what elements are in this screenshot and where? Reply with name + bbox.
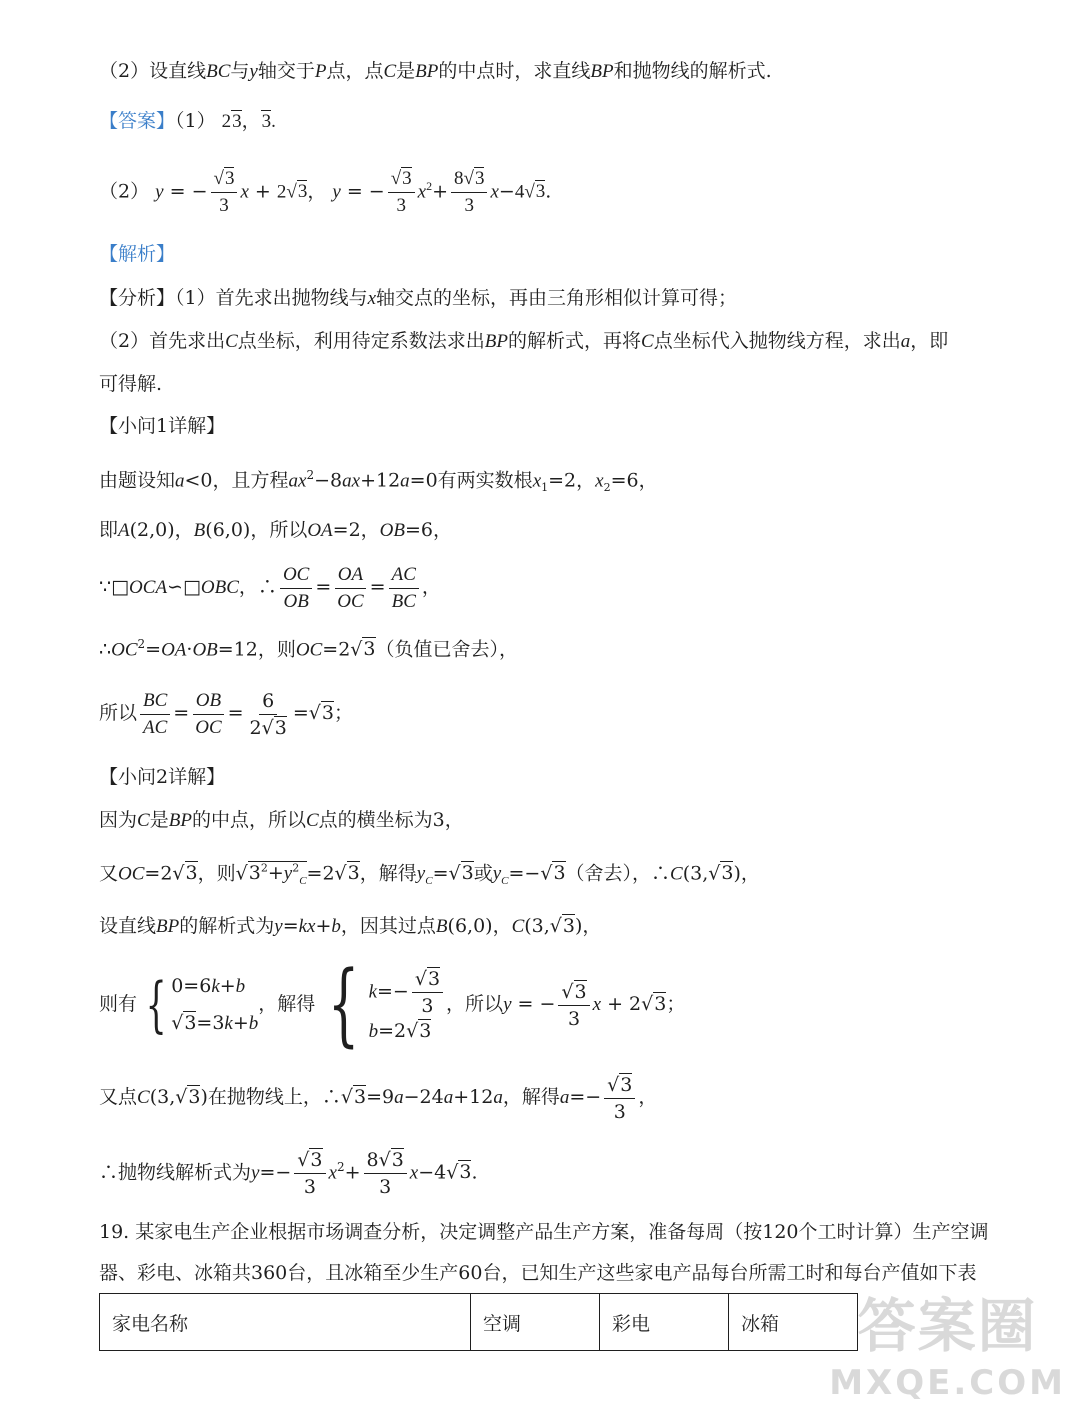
question-19-line-1: 19. 某家电生产企业根据市场调查分析，决定调整产品生产方案，准备每周（按120个工时计算）生产空调: [99, 1221, 989, 1243]
analysis-line-3: 可得解.: [99, 373, 163, 395]
table-header-cell: 空调: [471, 1294, 600, 1351]
watermark: [829, 1279, 1066, 1403]
sub1-line-2: 即A(2,0)，B(6,0)，所以OA=2，OB=6，: [99, 519, 453, 541]
sub2-line-2: 又OC=2√3，则$√3^2+y^2_C=2√3$，解得$y_C=√3$或$y_C=-√3$（舍去），∴C(3,√3)，: [99, 862, 760, 888]
analysis-line-2: （2）首先求出C点坐标，利用待定系数法求出BP的解析式，再将C点坐标代入抛物线方程，求出a，即: [99, 330, 949, 352]
watermark-logo-text: 答案圈: [857, 1292, 1038, 1360]
answer-line-1: [99, 107, 276, 136]
answer-part-1: （1） 23，3.: [175, 110, 276, 132]
question-19-line-2: 器、彩电、冰箱共360台，且冰箱至少生产60台，已知生产这些家电产品每台所需工时和每台产值如下表: [99, 1262, 977, 1284]
table-header-cell: 家电名称: [100, 1294, 471, 1351]
sub1-line-3: ∵□OCA∽□OBC，∴ $\frac{OC}{OB}$ = $\frac{OA}{OC}$ = $\frac{AC}{BC}$ ，: [99, 563, 441, 612]
watermark-url: MXQE.COM: [829, 1363, 1066, 1403]
sub2-line-3: 设直线BP的解析式为y=kx+b，因其过点B(6,0)，C(3,√3)，: [99, 915, 602, 937]
sub2-line-5: 又点C(3,√3)在抛物线上，∴√3=9a−24a+12a，解得a=− $\frac{√3}{3}$ ，: [99, 1073, 658, 1123]
sub1-line-5: 所以 $\frac{BC}{AC}$ = $\frac{OB}{OC}$ = $\frac{6}{2√3}$ =√3；: [99, 689, 353, 739]
sub2-line-6: ∴抛物线解析式为y=− $\frac{√3}{3}$ $x^2+$ $\frac{8√3}{3}$ x−4√3.: [99, 1148, 478, 1198]
analysis-line-1: 【分析】（1）首先求出抛物线与x轴交点的坐标，再由三角形相似计算可得；: [99, 287, 738, 309]
sub2-line-4: 则有 { 0=6k+b √3=3k+b ，解得 { k=− $\frac{√3}{3}$ b=2√3 ，所以y = − $\frac{√3}{3}$ x + 2√3；: [99, 952, 686, 1057]
answer-tag: 【答案】: [99, 110, 176, 132]
sub1-title: 【小问1详解】: [99, 415, 226, 437]
answer-line-2: （2） y = − $\frac{√3}{3}$ x + 2√3， y = − $\frac{√3}{3}$ $x^2+$ $\frac{8√3}{3}$ x−4√3.: [99, 167, 552, 216]
sub2-line-1: 因为C是BP的中点，所以C点的横坐标为3，: [99, 809, 464, 831]
appliance-table: [99, 1293, 858, 1351]
table-header-cell: 冰箱: [729, 1294, 858, 1351]
question-2-text: （2）设直线BC与y轴交于P点，点C是BP的中点时，求直线BP和抛物线的解析式.: [99, 60, 772, 82]
sub2-title: 【小问2详解】: [99, 766, 226, 788]
table-row: [100, 1294, 858, 1351]
sub1-line-1: 由题设知a<0，且方程$ax^2-8ax+12a=0$有两实数根$x_1=2$，$x_2=6$，: [99, 468, 658, 495]
sub1-line-4: $\therefore OC^2=OA\cdot OB=12$，则OC=2√3（负值已舍去），: [99, 637, 519, 661]
jiexi-tag: 【解析】: [99, 243, 176, 265]
table-header-cell: 彩电: [600, 1294, 729, 1351]
